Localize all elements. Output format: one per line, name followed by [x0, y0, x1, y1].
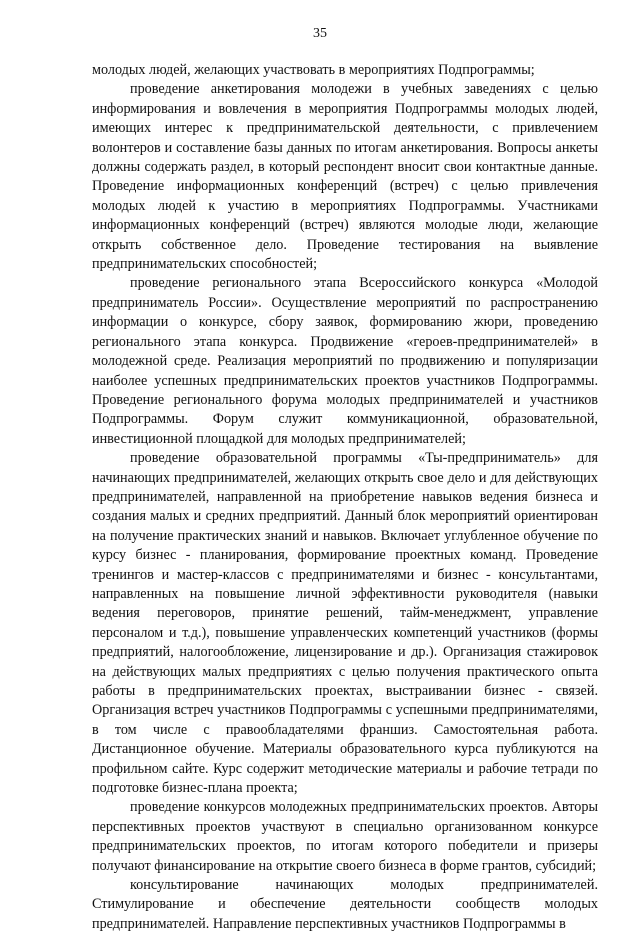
paragraph: молодых людей, желающих участвовать в мероприятиях Подпрограммы;	[92, 62, 535, 78]
page-number: 35	[313, 26, 327, 41]
paragraph: проведение регионального этапа Всероссийского конкурса «Молодой предприниматель России». Осуществление мероприятий по распространению информации о конкурсе, сбору заявок, формированию жюри, проведению регионального этапа конкурса. Продвижение «героев-предпринимателей» в молодежной среде. Реализация мероприятий по продвижению и популяризации наиболее успешных предпринимательских проектов участников Подпрограммы. Проведение регионального форума молодых предпринимателей и участников Подпрограммы. Форум служит коммуникационной, образовательной, инвестиционной площадкой для молодых предпринимателей;	[92, 275, 598, 447]
body-text	[92, 61, 598, 934]
paragraph: проведение конкурсов молодежных предпринимательских проектов. Авторы перспективных проектов участвуют в специально организованном конкурсе предпринимательских проектов, по итогам которого победители и призеры получают финансирование на открытие своего бизнеса в форме грантов, субсидий;	[92, 799, 598, 874]
paragraph: проведение образовательной программы «Ты-предприниматель» для начинающих предпринимателей, желающих открыть свое дело и для действующих предпринимателей, направленной на приобретение навыков ведения бизнеса и создания малых и средних предприятий. Данный блок мероприятий ориентирован на получение практических знаний и навыков. Включает углубленное обучение по курсу бизнес - планирования, формирование проектных команд. Проведение тренингов и мастер-классов с предпринимателями и бизнес - консультантами, направленных на повышение личной эффективности руководителя (навыки ведения переговоров, принятие решений, тайм-менеджмент, управление персоналом и т.д.), повышение управленческих компетенций участников (формы предприятий, налогообложение, лицензирование и др.). Организация стажировок на действующих малых предприятиях с целью получения практического опыта работы в предпринимательских проектах, выстраивании бизнес - связей. Организация встреч участников Подпрограммы с успешными предпринимателями, в том числе с правообладателями франшиз. Самостоятельная работа. Дистанционное обучение. Материалы образовательного курса публикуются на профильном сайте. Курс содержит методические материалы и рабочие тетради по подготовке бизнес-плана проекта;	[92, 450, 598, 797]
paragraph: проведение анкетирования молодежи в учебных заведениях с целью информирования и вовлечения в мероприятия Подпрограммы молодых людей, имеющих интерес к предпринимательской деятельности, с привлечением волонтеров и составление базы данных по итогам анкетирования. Вопросы анкеты должны содержать раздел, в который респондент вносит свои контактные данные. Проведение информационных конференций (встреч) с целью привлечения молодых людей к участию в мероприятиях Подпрограммы. Участниками информационных конференций (встреч) являются молодые люди, желающие открыть собственное дело. Проведение тестирования на выявление предпринимательских способностей;	[92, 81, 598, 273]
paragraph: консультирование начинающих молодых предпринимателей. Стимулирование и обеспечение деятельности сообществ молодых предпринимателей. Направление перспективных участников Подпрограммы в	[92, 877, 598, 932]
